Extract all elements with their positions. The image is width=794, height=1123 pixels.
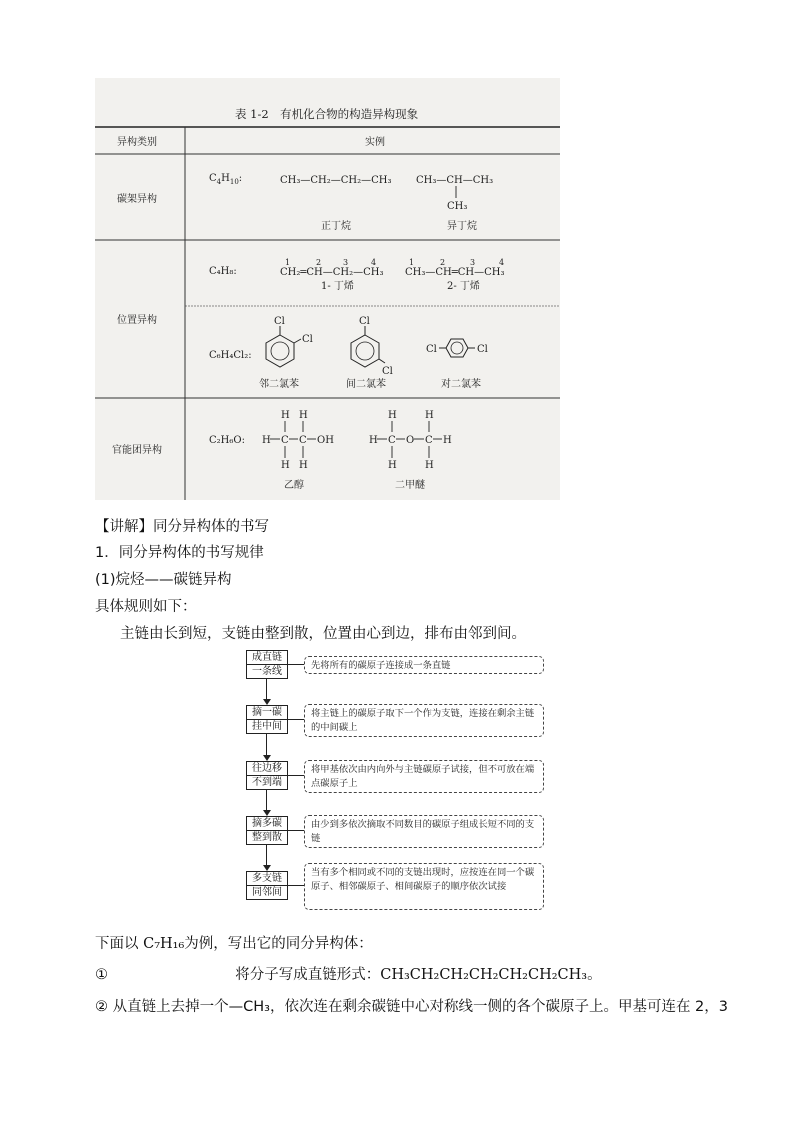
header-examples: 实例 — [365, 137, 385, 148]
example-step-1: ① 将分子写成直链形式：CH₃CH₂CH₂CH₂CH₂CH₂CH₃。 — [95, 967, 602, 983]
butene-1-structure: CH₂═CH—CH₂—CH₃ — [280, 267, 384, 278]
ethanol-name: 乙醇 — [284, 480, 304, 491]
n-butane-structure: CH₃—CH₂—CH₂—CH₃ — [280, 175, 392, 186]
alkane-heading: (1)烷烃——碳链异构 — [95, 572, 232, 588]
flow-desc-5: 当有多个相同或不同的支链出现时，应按连在同一个碳原子、相邻碳原子、相间碳原子的顺序依次试接 — [304, 863, 544, 910]
butene-2-structure: CH₃—CH═CH—CH₃ — [405, 267, 505, 278]
row-label-carbon: 碳架异构 — [117, 194, 157, 205]
step-2-marker: ② — [95, 999, 108, 1015]
svg-text:Cl: Cl — [359, 316, 370, 327]
flow-desc-1: 先将所有的碳原子连接成一条直链 — [304, 656, 544, 674]
n-butane-name: 正丁烷 — [321, 221, 351, 232]
para-name: 对二氯苯 — [441, 379, 481, 390]
butene-1-name: 1- 丁烯 — [321, 281, 354, 292]
row-label-position: 位置异构 — [117, 315, 157, 326]
svg-text:H: H — [281, 460, 290, 471]
header-category: 异构类别 — [117, 137, 157, 148]
svg-text:Cl: Cl — [274, 316, 285, 327]
formula-c4h8: C₄H₈: — [209, 266, 237, 277]
svg-text:3: 3 — [343, 258, 349, 267]
isobutane-name: 异丁烷 — [447, 221, 477, 232]
svg-text:Cl: Cl — [302, 334, 313, 345]
svg-text:H: H — [388, 410, 397, 421]
example-step-2: ② 从直链上去掉一个—CH₃，依次连在剩余碳链中心对称线一侧的各个碳原子上。甲基可连在 2，3 — [95, 999, 729, 1015]
svg-text:Cl: Cl — [477, 344, 488, 355]
svg-text:4: 4 — [371, 258, 377, 267]
flow-step-1: 成直链 一条线 — [246, 650, 288, 679]
butene-2-name: 2- 丁烯 — [447, 281, 480, 292]
flow-step-2: 摘一碳 挂中间 — [246, 705, 288, 734]
rule-heading: 1．同分异构体的书写规律 — [95, 545, 264, 561]
svg-text:1: 1 — [409, 258, 415, 267]
flow-desc-2: 将主链上的碳原子取下一个作为支链，连接在剩余主链的中间碳上 — [304, 704, 544, 737]
scanned-table-image — [95, 78, 560, 500]
svg-text:C: C — [299, 435, 307, 446]
svg-text:Cl: Cl — [382, 366, 393, 377]
flow-desc-3: 将甲基依次由内向外与主链碳原子试接，但不可放在端点碳原子上 — [304, 760, 544, 793]
ortho-name: 邻二氯苯 — [259, 379, 299, 390]
svg-text:H: H — [369, 435, 378, 446]
flow-step-3: 往边移 不到端 — [246, 761, 288, 790]
isomer-writing-flowchart — [246, 650, 546, 915]
svg-text:H: H — [299, 460, 308, 471]
isomer-table — [95, 78, 560, 500]
flow-desc-4: 由少到多依次摘取不同数目的碳原子组成长短不同的支链 — [304, 815, 544, 848]
svg-text:O: O — [406, 435, 415, 446]
svg-text:H: H — [388, 460, 397, 471]
svg-text:Cl: Cl — [426, 344, 437, 355]
svg-text:OH: OH — [317, 435, 334, 446]
flow-step-5: 多支链 同邻间 — [246, 871, 288, 900]
formula-c2h6o: C₂H₆O: — [209, 435, 245, 446]
svg-text:H: H — [262, 435, 271, 446]
isobutane-bottom: CH₃ — [447, 201, 468, 212]
svg-text:H: H — [425, 460, 434, 471]
svg-text:C: C — [281, 435, 289, 446]
formula-c4h10: $C_4H_{10}$: — [209, 173, 243, 186]
rule-summary: 主链由长到短，支链由整到散，位置由心到边，排布由邻到间。 — [120, 626, 526, 642]
step-1-marker: ① — [95, 967, 108, 983]
svg-text:H: H — [281, 410, 290, 421]
flow-step-4: 摘多碳 整到散 — [246, 816, 288, 845]
isobutane-top: CH₃—CH—CH₃ — [416, 175, 494, 186]
rules-intro: 具体规则如下： — [95, 599, 197, 615]
svg-text:2: 2 — [440, 258, 446, 267]
svg-text:1: 1 — [285, 258, 291, 267]
svg-text:3: 3 — [470, 258, 476, 267]
svg-text:H: H — [299, 410, 308, 421]
ether-name: 二甲醚 — [395, 480, 425, 491]
row-label-functional: 官能团异构 — [112, 445, 162, 456]
formula-c6h4cl2: C₆H₄Cl₂: — [209, 350, 252, 361]
example-intro: 下面以 C₇H₁₆为例，写出它的同分异构体： — [95, 936, 373, 952]
table-caption: 表 1-2 有机化合物的构造异构现象 — [235, 107, 419, 121]
svg-text:H: H — [443, 435, 452, 446]
svg-text:C: C — [425, 435, 433, 446]
svg-text:4: 4 — [499, 258, 505, 267]
lecture-title: 【讲解】同分异构体的书写 — [95, 519, 269, 535]
svg-text:H: H — [425, 410, 434, 421]
svg-text:2: 2 — [316, 258, 322, 267]
svg-text:C: C — [388, 435, 396, 446]
meta-name: 间二氯苯 — [346, 379, 386, 390]
